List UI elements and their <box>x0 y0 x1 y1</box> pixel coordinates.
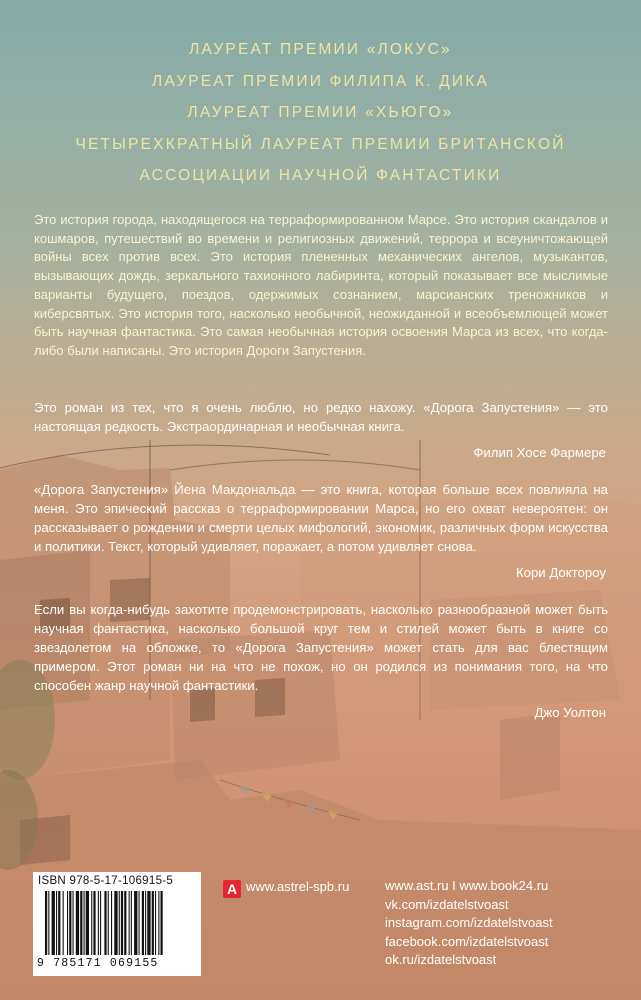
reviews <box>34 398 608 739</box>
publisher-link[interactable]: facebook.com/izdatelstvoast <box>385 933 549 949</box>
barcode-bar <box>98 891 99 955</box>
barcode-bar <box>111 891 112 955</box>
award-line: ЛАУРЕАТ ПРЕМИИ «ЛОКУС» <box>189 41 452 58</box>
isbn-number: ISBN 978-5-17-106915-5 <box>38 875 174 887</box>
awards-list <box>0 34 641 192</box>
review-text: Это роман из тех, что я очень люблю, но редко нахожу. «Дорога Запустения» — это настоящая редкость. Экстраординарная и необычная книга. <box>34 400 608 435</box>
barcode-bar <box>80 891 82 955</box>
review-text: Если вы когда-нибудь захотите продемонстрировать, насколько разнообразной может быть научная фантастика, насколько большой круг тем и стилей может быть в книге со звездолетом на обложке, то «Дорога Запустения» может стать для вас блестящим примером. Этот роман ни на что не похож, но он родился из понимания того, на что способен жанр научной фантастики. <box>34 601 608 694</box>
barcode-bar <box>121 891 123 955</box>
publisher-logo-icon <box>223 880 241 898</box>
barcode-bar <box>91 891 92 955</box>
barcode-bar <box>114 891 117 955</box>
barcode-bar <box>139 891 140 955</box>
review <box>34 398 608 463</box>
review-author: Филип Хосе Фармере <box>473 445 606 461</box>
book-blurb: Это история города, находящегося на терраформированном Марсе. Это история скандалов и кошмаров, путешествий во времени и религиозных движений, террора и всеуничтожающей войны всех против всех. Это история плененных механических ангелов, музыкантов, вызывающих дождь, зеркального тахионного лабиринта, который показывает все мыслимые варианты будущего, поездов, одержимых сознанием, марсианских треножников и киберсвятых. Это история того, насколько необычной, неожиданной и всеобъемлющей может быть научная фантастика. Это самая необычная история освоения Марса из всех, что когда-либо были написаны. Это история Дороги Запустения. <box>34 212 608 358</box>
barcode-bar <box>69 891 71 955</box>
barcode-bar <box>84 891 85 955</box>
publisher-links <box>385 877 553 970</box>
review <box>34 480 608 583</box>
barcode-bar <box>56 891 57 955</box>
barcode-bar <box>124 891 126 955</box>
barcode-bar <box>158 891 159 955</box>
publisher-link[interactable]: instagram.com/izdatelstvoast <box>385 915 553 930</box>
barcode-bar <box>131 891 132 955</box>
barcode-bar <box>52 891 55 955</box>
barcode-bar <box>104 891 106 955</box>
isbn-barcode <box>33 872 201 976</box>
barcode-bar <box>145 891 146 955</box>
barcode-bar <box>48 891 49 955</box>
award-line: АССОЦИАЦИИ НАУЧНОЙ ФАНТАСТИКИ <box>139 167 502 184</box>
barcode-bar <box>155 891 156 955</box>
barcode-bar <box>119 891 120 955</box>
barcode-bar <box>129 891 130 955</box>
barcode-bar <box>76 891 79 955</box>
review-author: Кори Доктороу <box>515 565 606 581</box>
review-author: Джо Уолтон <box>534 704 606 720</box>
publisher-link[interactable]: vk.com/izdatelstvoast <box>385 896 509 912</box>
barcode-bar <box>67 891 68 955</box>
publisher-link[interactable]: www.ast.ru I www.book24.ru <box>385 878 549 893</box>
review-text: «Дорога Запустения» Йена Макдональда — это книга, которая больше всех повлияла на меня. Это эпический рассказ о терраформировании Марса, но его охват невероятен: он рассказывает о рождении и смерти целых мифологий, экономик, различных форм искусства и политики. Текст, который удивляет, поражает, а потом удивляет снова. <box>34 481 608 555</box>
barcode-bar <box>100 891 101 955</box>
barcode-bar <box>147 891 150 955</box>
barcode-bar <box>108 891 109 955</box>
award-line: ЛАУРЕАТ ПРЕМИИ «ХЬЮГО» <box>187 104 454 121</box>
publisher-site-link[interactable]: www.astrel-spb.ru <box>246 879 350 894</box>
award-line: ЧЕТЫРЕХКРАТНЫЙ ЛАУРЕАТ ПРЕМИИ БРИТАНСКОЙ <box>75 135 566 153</box>
ean-digits: 9 785171 069155 <box>37 957 159 970</box>
barcode-bar <box>134 891 137 955</box>
barcode-bar <box>142 891 144 955</box>
barcode-bar <box>93 891 95 955</box>
award-line: ЛАУРЕАТ ПРЕМИИ ФИЛИПА К. ДИКА <box>151 72 490 90</box>
barcode-bar <box>73 891 74 955</box>
review <box>34 600 608 722</box>
barcode-bar <box>152 891 154 955</box>
barcode-bar <box>161 891 163 955</box>
publisher-logo-letter: A <box>226 881 238 897</box>
publisher-link[interactable]: ok.ru/izdatelstvoast <box>385 952 497 967</box>
barcode-bar <box>86 891 89 955</box>
barcode-bar <box>58 891 60 955</box>
barcode-bar <box>45 891 47 955</box>
barcode-bar <box>63 891 64 955</box>
